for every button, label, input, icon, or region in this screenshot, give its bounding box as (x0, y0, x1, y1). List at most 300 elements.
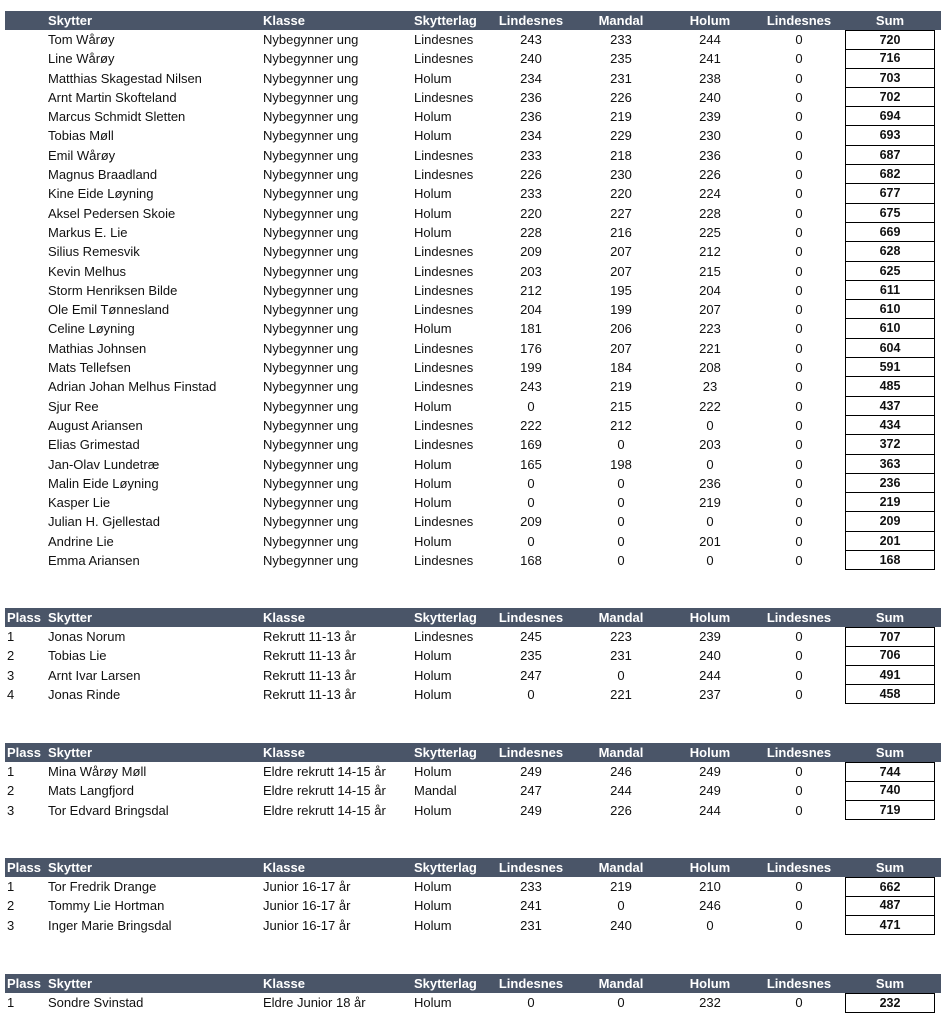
cell-mandal: 235 (610, 51, 632, 67)
header-holum: Holum (689, 13, 731, 28)
cell-klasse: Nybegynner ung (263, 128, 359, 144)
table-row (5, 204, 941, 223)
cell-sum: 707 (845, 627, 935, 647)
cell-skytter: Silius Remesvik (48, 244, 140, 260)
cell-skytter: Andrine Lie (48, 533, 114, 549)
cell-lindesnes2: 0 (795, 51, 803, 67)
cell-sum: 625 (845, 262, 935, 281)
cell-holum: 225 (699, 224, 721, 240)
cell-skytter: Emma Ariansen (48, 553, 140, 569)
cell-lindesnes2: 0 (795, 417, 803, 433)
cell-klasse: Junior 16-17 år (263, 917, 351, 933)
table-row (5, 107, 941, 126)
cell-mandal: 219 (610, 109, 632, 125)
cell-mandal: 223 (610, 629, 632, 644)
table-row (5, 30, 941, 49)
cell-sum: 458 (845, 685, 935, 704)
cell-mandal: 212 (610, 417, 632, 433)
cell-skytterlag: Holum (414, 879, 452, 894)
cell-klasse: Junior 16-17 år (263, 898, 351, 914)
cell-skytterlag: Holum (414, 321, 452, 337)
header-mandal: Mandal (598, 976, 644, 991)
cell-skytterlag: Lindesnes (414, 167, 474, 183)
cell-lindesnes2: 0 (795, 282, 803, 298)
cell-skytterlag: Holum (414, 802, 452, 818)
cell-mandal: 195 (610, 282, 632, 298)
cell-skytterlag: Lindesnes (414, 282, 474, 298)
cell-mandal: 226 (610, 89, 632, 105)
cell-holum: 232 (699, 995, 721, 1010)
header-klasse: Klasse (263, 610, 305, 625)
cell-skytterlag: Lindesnes (414, 51, 474, 67)
cell-holum: 241 (699, 51, 721, 67)
table-row (5, 685, 941, 704)
cell-mandal: 231 (610, 70, 632, 86)
cell-skytter: Tom Wårøy (48, 32, 115, 47)
cell-lindesnes: 249 (520, 802, 542, 818)
cell-lindesnes2: 0 (795, 147, 803, 163)
table-row (5, 223, 941, 242)
header-klasse: Klasse (263, 976, 305, 991)
cell-skytter: Jan-Olav Lundetræ (48, 456, 160, 472)
cell-skytter: Tobias Møll (48, 128, 114, 144)
cell-skytter: Marcus Schmidt Sletten (48, 109, 186, 125)
cell-skytterlag: Lindesnes (414, 340, 474, 356)
cell-holum: 23 (702, 379, 718, 395)
header-mandal: Mandal (598, 745, 644, 760)
table-row (5, 435, 941, 454)
cell-sum: 669 (845, 223, 935, 242)
cell-holum: 207 (699, 302, 721, 318)
cell-holum: 0 (706, 417, 714, 433)
cell-klasse: Nybegynner ung (263, 340, 359, 356)
cell-klasse: Nybegynner ung (263, 109, 359, 125)
cell-lindesnes: 199 (520, 360, 542, 376)
cell-klasse: Junior 16-17 år (263, 879, 351, 894)
cell-holum: 239 (699, 629, 721, 644)
cell-skytter: Tobias Lie (48, 648, 107, 664)
cell-skytterlag: Holum (414, 205, 452, 221)
table-row (5, 646, 941, 665)
cell-sum: 232 (845, 993, 935, 1013)
cell-skytterlag: Lindesnes (414, 553, 474, 569)
cell-mandal: 230 (610, 167, 632, 183)
table-row (5, 666, 941, 685)
cell-sum: 744 (845, 762, 935, 782)
cell-mandal: 0 (617, 553, 625, 569)
table-row (5, 69, 941, 88)
cell-plass: 3 (7, 802, 15, 818)
cell-klasse: Nybegynner ung (263, 147, 359, 163)
table-row (5, 551, 941, 570)
cell-mandal: 229 (610, 128, 632, 144)
header-sum: Sum (875, 610, 905, 625)
table-row (5, 281, 941, 300)
cell-skytter: Inger Marie Bringsdal (48, 917, 172, 933)
cell-sum: 168 (845, 551, 935, 570)
header-skytterlag: Skytterlag (414, 745, 477, 760)
cell-mandal: 199 (610, 302, 632, 318)
table-row (5, 781, 941, 800)
cell-holum: 239 (699, 109, 721, 125)
cell-lindesnes2: 0 (795, 321, 803, 337)
table-row (5, 512, 941, 531)
header-plass: Plass (7, 610, 41, 625)
cell-mandal: 0 (617, 495, 625, 511)
cell-lindesnes: 236 (520, 89, 542, 105)
cell-lindesnes: 243 (520, 379, 542, 395)
cell-lindesnes: 0 (527, 686, 535, 702)
cell-skytter: Mina Wårøy Møll (48, 764, 147, 779)
cell-holum: 210 (699, 879, 721, 894)
cell-skytter: Markus E. Lie (48, 224, 128, 240)
cell-lindesnes2: 0 (795, 128, 803, 144)
cell-skytterlag: Lindesnes (414, 379, 474, 395)
table-header (5, 11, 941, 30)
cell-skytter: Ole Emil Tønnesland (48, 302, 170, 318)
cell-lindesnes: 243 (520, 32, 542, 47)
cell-lindesnes2: 0 (795, 70, 803, 86)
header-sum: Sum (875, 976, 905, 991)
cell-lindesnes: 249 (520, 764, 542, 779)
header-skytter: Skytter (48, 610, 93, 625)
header-lindesnes: Lindesnes (498, 976, 564, 991)
cell-sum: 491 (845, 666, 935, 685)
cell-klasse: Nybegynner ung (263, 321, 359, 337)
cell-skytterlag: Holum (414, 109, 452, 125)
cell-sum: 706 (845, 646, 935, 665)
results-table-section (5, 608, 941, 704)
table-row (5, 916, 941, 935)
cell-skytterlag: Lindesnes (414, 514, 474, 530)
cell-lindesnes2: 0 (795, 783, 803, 799)
cell-skytterlag: Lindesnes (414, 263, 474, 279)
cell-plass: 3 (7, 917, 15, 933)
cell-sum: 662 (845, 877, 935, 897)
cell-mandal: 198 (610, 456, 632, 472)
table-row (5, 262, 941, 281)
cell-sum: 434 (845, 416, 935, 435)
table-row (5, 762, 941, 781)
cell-lindesnes: 181 (520, 321, 542, 337)
table-header (5, 743, 941, 762)
cell-skytter: Aksel Pedersen Skoie (48, 205, 176, 221)
cell-skytter: Mats Tellefsen (48, 360, 131, 376)
cell-skytter: Adrian Johan Melhus Finstad (48, 379, 217, 395)
header-holum: Holum (689, 976, 731, 991)
header-skytterlag: Skytterlag (414, 13, 477, 28)
cell-skytter: Celine Løyning (48, 321, 135, 337)
cell-mandal: 0 (617, 533, 625, 549)
cell-klasse: Nybegynner ung (263, 553, 359, 569)
cell-lindesnes: 176 (520, 340, 542, 356)
header-plass: Plass (7, 745, 41, 760)
cell-mandal: 206 (610, 321, 632, 337)
cell-lindesnes2: 0 (795, 648, 803, 664)
cell-mandal: 207 (610, 244, 632, 260)
cell-sum: 236 (845, 474, 935, 493)
cell-holum: 228 (699, 205, 721, 221)
cell-sum: 716 (845, 49, 935, 68)
cell-lindesnes: 209 (520, 514, 542, 530)
cell-lindesnes2: 0 (795, 89, 803, 105)
cell-lindesnes: 0 (527, 495, 535, 511)
cell-klasse: Eldre rekrutt 14-15 år (263, 783, 386, 799)
cell-skytterlag: Holum (414, 398, 452, 414)
cell-lindesnes: 231 (520, 917, 542, 933)
cell-lindesnes2: 0 (795, 667, 803, 683)
cell-lindesnes2: 0 (795, 686, 803, 702)
cell-mandal: 219 (610, 879, 632, 894)
cell-lindesnes: 165 (520, 456, 542, 472)
cell-klasse: Nybegynner ung (263, 263, 359, 279)
table-row (5, 532, 941, 551)
cell-sum: 471 (845, 916, 935, 935)
cell-skytter: Tor Fredrik Drange (48, 879, 157, 894)
cell-plass: 2 (7, 783, 15, 799)
table-row (5, 300, 941, 319)
cell-lindesnes2: 0 (795, 244, 803, 260)
cell-skytterlag: Holum (414, 186, 452, 202)
header-skytter: Skytter (48, 13, 93, 28)
cell-skytterlag: Lindesnes (414, 629, 474, 644)
cell-klasse: Nybegynner ung (263, 70, 359, 86)
cell-skytter: Sondre Svinstad (48, 995, 144, 1010)
cell-lindesnes: 236 (520, 109, 542, 125)
cell-sum: 604 (845, 339, 935, 358)
cell-skytter: Sjur Ree (48, 398, 99, 414)
cell-mandal: 207 (610, 340, 632, 356)
cell-klasse: Nybegynner ung (263, 32, 359, 47)
cell-mandal: 244 (610, 783, 632, 799)
cell-skytterlag: Lindesnes (414, 360, 474, 376)
cell-klasse: Nybegynner ung (263, 224, 359, 240)
cell-lindesnes2: 0 (795, 167, 803, 183)
cell-holum: 240 (699, 89, 721, 105)
cell-plass: 1 (7, 879, 15, 894)
table-row (5, 377, 941, 396)
cell-mandal: 233 (610, 32, 632, 47)
header-lindesnes2: Lindesnes (766, 13, 832, 28)
cell-skytterlag: Holum (414, 456, 452, 472)
cell-mandal: 0 (617, 437, 625, 453)
cell-skytterlag: Lindesnes (414, 417, 474, 433)
table-row (5, 165, 941, 184)
cell-lindesnes2: 0 (795, 898, 803, 914)
cell-holum: 244 (699, 802, 721, 818)
cell-lindesnes2: 0 (795, 32, 803, 47)
cell-skytterlag: Holum (414, 648, 452, 664)
cell-lindesnes: 226 (520, 167, 542, 183)
cell-klasse: Rekrutt 11-13 år (263, 648, 356, 664)
cell-plass: 2 (7, 898, 15, 914)
cell-sum: 719 (845, 801, 935, 820)
cell-lindesnes2: 0 (795, 475, 803, 491)
cell-sum: 677 (845, 184, 935, 203)
header-skytterlag: Skytterlag (414, 610, 477, 625)
cell-skytterlag: Lindesnes (414, 147, 474, 163)
cell-klasse: Nybegynner ung (263, 417, 359, 433)
cell-sum: 687 (845, 146, 935, 165)
results-table-section (5, 858, 941, 935)
cell-skytterlag: Holum (414, 128, 452, 144)
cell-holum: 237 (699, 686, 721, 702)
cell-klasse: Nybegynner ung (263, 167, 359, 183)
table-header (5, 608, 941, 627)
cell-lindesnes: 233 (520, 879, 542, 894)
table-row (5, 801, 941, 820)
cell-holum: 208 (699, 360, 721, 376)
cell-lindesnes2: 0 (795, 879, 803, 894)
header-holum: Holum (689, 860, 731, 875)
cell-skytter: Arnt Martin Skofteland (48, 89, 177, 105)
results-table-section (5, 11, 941, 570)
cell-skytter: Mats Langfjord (48, 783, 134, 799)
cell-holum: 246 (699, 898, 721, 914)
cell-lindesnes: 233 (520, 147, 542, 163)
cell-holum: 203 (699, 437, 721, 453)
cell-skytter: Emil Wårøy (48, 147, 116, 163)
table-row (5, 242, 941, 261)
cell-lindesnes: 203 (520, 263, 542, 279)
header-klasse: Klasse (263, 13, 305, 28)
cell-lindesnes2: 0 (795, 109, 803, 125)
cell-mandal: 218 (610, 147, 632, 163)
table-row (5, 146, 941, 165)
cell-plass: 3 (7, 667, 15, 683)
cell-lindesnes2: 0 (795, 802, 803, 818)
cell-holum: 236 (699, 475, 721, 491)
header-holum: Holum (689, 745, 731, 760)
header-lindesnes2: Lindesnes (766, 745, 832, 760)
header-skytter: Skytter (48, 860, 93, 875)
cell-sum: 201 (845, 532, 935, 551)
header-mandal: Mandal (598, 13, 644, 28)
cell-lindesnes2: 0 (795, 495, 803, 511)
table-row (5, 397, 941, 416)
cell-holum: 201 (699, 533, 721, 549)
table-row (5, 416, 941, 435)
cell-klasse: Rekrutt 11-13 år (263, 667, 356, 683)
header-plass: Plass (7, 976, 41, 991)
cell-mandal: 246 (610, 764, 632, 779)
header-klasse: Klasse (263, 860, 305, 875)
cell-skytterlag: Lindesnes (414, 32, 474, 47)
cell-plass: 4 (7, 686, 15, 702)
cell-skytter: Kevin Melhus (48, 263, 127, 279)
header-lindesnes: Lindesnes (498, 860, 564, 875)
cell-klasse: Nybegynner ung (263, 398, 359, 414)
cell-skytter: Arnt Ivar Larsen (48, 667, 141, 683)
cell-skytterlag: Holum (414, 917, 452, 933)
cell-holum: 230 (699, 128, 721, 144)
cell-skytter: Storm Henriksen Bilde (48, 282, 178, 298)
cell-klasse: Eldre Junior 18 år (263, 995, 366, 1010)
cell-skytter: Line Wårøy (48, 51, 115, 67)
cell-sum: 209 (845, 512, 935, 531)
cell-lindesnes: 241 (520, 898, 542, 914)
table-row (5, 358, 941, 377)
table-row (5, 339, 941, 358)
table-row (5, 126, 941, 145)
cell-sum: 740 (845, 781, 935, 800)
cell-holum: 204 (699, 282, 721, 298)
header-sum: Sum (875, 13, 905, 28)
cell-mandal: 221 (610, 686, 632, 702)
cell-lindesnes: 0 (527, 995, 535, 1010)
cell-klasse: Nybegynner ung (263, 514, 359, 530)
cell-klasse: Nybegynner ung (263, 186, 359, 202)
table-row (5, 319, 941, 338)
header-plass: Plass (7, 860, 41, 875)
cell-mandal: 220 (610, 186, 632, 202)
cell-holum: 222 (699, 398, 721, 414)
table-row (5, 184, 941, 203)
cell-skytter: Jonas Norum (48, 629, 126, 644)
cell-skytterlag: Lindesnes (414, 244, 474, 260)
cell-sum: 610 (845, 300, 935, 319)
cell-lindesnes: 228 (520, 224, 542, 240)
cell-lindesnes: 0 (527, 475, 535, 491)
cell-skytterlag: Holum (414, 898, 452, 914)
cell-skytter: Tommy Lie Hortman (48, 898, 165, 914)
cell-skytterlag: Holum (414, 224, 452, 240)
cell-lindesnes2: 0 (795, 995, 803, 1010)
header-lindesnes2: Lindesnes (766, 976, 832, 991)
cell-mandal: 231 (610, 648, 632, 664)
cell-klasse: Nybegynner ung (263, 495, 359, 511)
cell-skytterlag: Holum (414, 995, 452, 1010)
header-skytter: Skytter (48, 976, 93, 991)
cell-klasse: Nybegynner ung (263, 437, 359, 453)
cell-lindesnes2: 0 (795, 379, 803, 395)
cell-skytterlag: Holum (414, 764, 452, 779)
cell-sum: 487 (845, 896, 935, 915)
cell-lindesnes: 234 (520, 70, 542, 86)
cell-sum: 675 (845, 204, 935, 223)
cell-sum: 702 (845, 88, 935, 107)
cell-mandal: 184 (610, 360, 632, 376)
cell-lindesnes: 0 (527, 398, 535, 414)
cell-sum: 485 (845, 377, 935, 396)
cell-lindesnes2: 0 (795, 917, 803, 933)
cell-plass: 1 (7, 764, 15, 779)
cell-skytterlag: Lindesnes (414, 89, 474, 105)
table-row (5, 627, 941, 646)
header-klasse: Klasse (263, 745, 305, 760)
header-skytter: Skytter (48, 745, 93, 760)
cell-lindesnes: 168 (520, 553, 542, 569)
cell-klasse: Rekrutt 11-13 år (263, 686, 356, 702)
cell-lindesnes: 245 (520, 629, 542, 644)
cell-sum: 720 (845, 30, 935, 50)
cell-klasse: Nybegynner ung (263, 282, 359, 298)
cell-holum: 224 (699, 186, 721, 202)
cell-klasse: Nybegynner ung (263, 205, 359, 221)
results-table-section (5, 974, 941, 1012)
cell-lindesnes2: 0 (795, 629, 803, 644)
cell-lindesnes2: 0 (795, 340, 803, 356)
cell-sum: 693 (845, 126, 935, 145)
cell-sum: 363 (845, 455, 935, 474)
cell-lindesnes2: 0 (795, 514, 803, 530)
cell-holum: 249 (699, 764, 721, 779)
cell-holum: 212 (699, 244, 721, 260)
cell-skytterlag: Lindesnes (414, 302, 474, 318)
cell-holum: 238 (699, 70, 721, 86)
cell-klasse: Nybegynner ung (263, 475, 359, 491)
cell-lindesnes: 220 (520, 205, 542, 221)
